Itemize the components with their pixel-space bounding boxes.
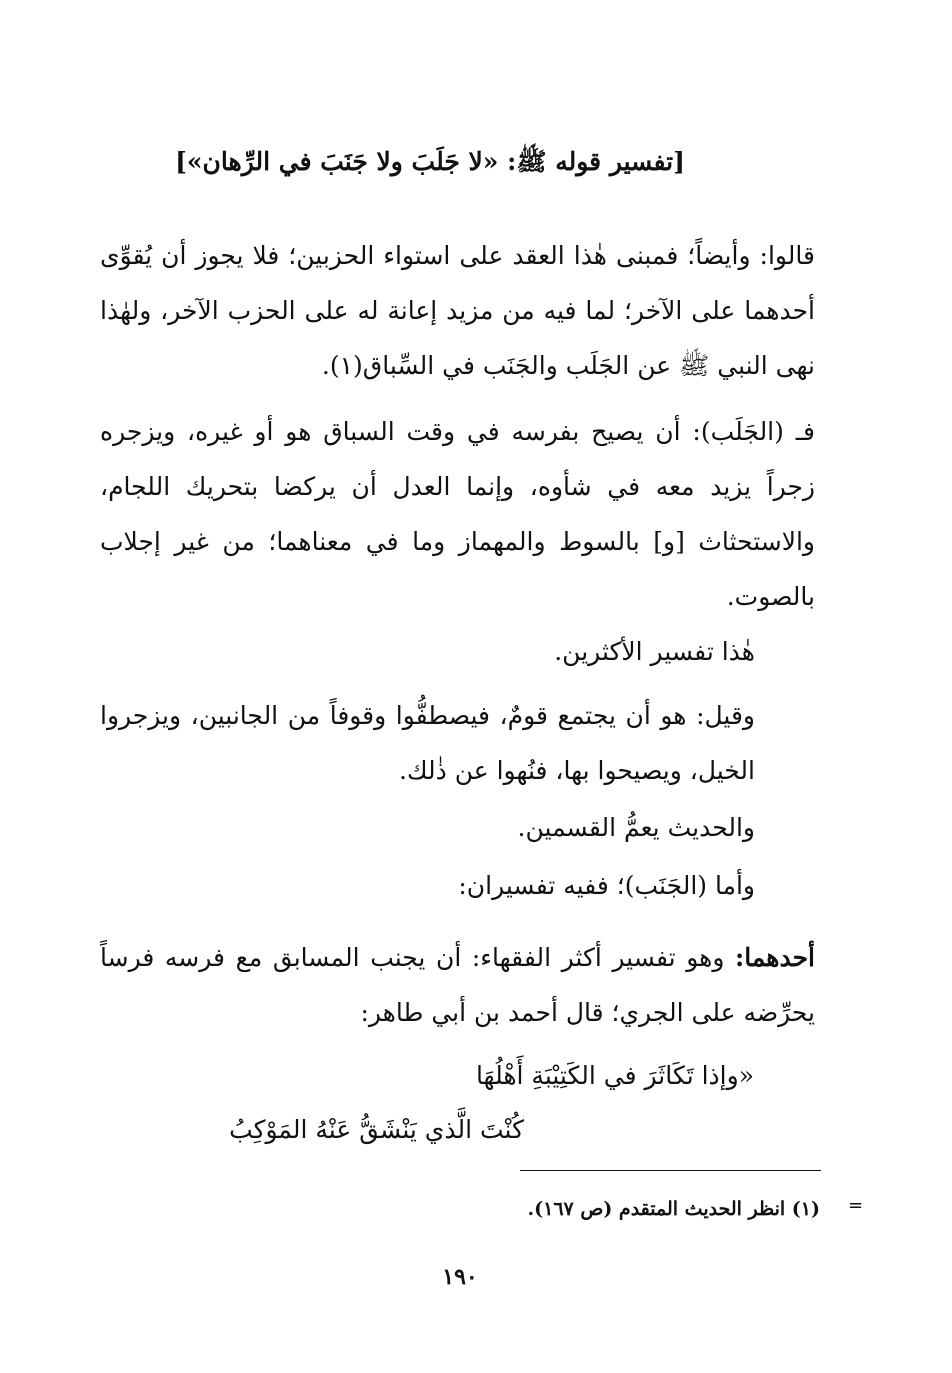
paragraph-4-text: وقيل: هو أن يجتمع قومٌ، فيصطفُّوا وقوفاً من الجانبين، ويزجروا الخيل، ويصيحوا بها، فنُهوا عن ذٰلك. xyxy=(100,701,755,785)
paragraph-5: والحديث يعمُّ القسمين. xyxy=(517,813,755,842)
paragraph-7-text: وهو تفسير أكثر الفقهاء: أن يجنب المسابق مع فرسه فرساً يحرِّضه على الجري؛ قال أحمد بن أبي طاهر: xyxy=(100,943,815,1027)
verse-line-1: «وإذا تَكَاثَرَ في الكَتِيْبَةِ أَهْلُهَا xyxy=(475,1061,754,1090)
paragraph-3: هٰذا تفسير الأكثرين. xyxy=(554,637,755,666)
margin-mark: = xyxy=(848,1195,864,1216)
paragraph-1: قالوا: وأيضاً؛ فمبنى هٰذا العقد على استواء الحزبين؛ فلا يجوز أن يُقوِّى أحدهما على الآخر؛ لما فيه من مزيد إعانة له على الحزب الآخر، ولهٰذا نهى النبي ﷺ عن الجَلَب والجَنَب في السِّباق(١). xyxy=(100,241,815,380)
paragraph-7-lead: أحدهما: xyxy=(734,943,815,972)
paragraph-4 xyxy=(100,688,755,798)
paragraph-2: فـ (الجَلَب): أن يصيح بفرسه في وقت السباق هو أو غيره، ويزجره زجراً يزيد معه في شأوه، وإنما العدل أن يركضا بتحريك اللجام، والاستحثاث [و] بالسوط والمهماز وما في معناهما؛ من غير إجلاب بالصوت. xyxy=(100,417,815,611)
section-heading: [تفسير قوله ﷺ: «لا جَلَبَ ولا جَنَبَ في الرِّهان»] xyxy=(175,147,685,176)
footnote-divider xyxy=(520,1170,821,1171)
paragraph-7 xyxy=(100,930,815,1040)
page-number: ١٩٠ xyxy=(442,1264,478,1290)
paragraph-6: وأما (الجَنَب)؛ ففيه تفسيران: xyxy=(458,871,755,900)
footnote: (١) انظر الحديث المتقدم (ص ١٦٧). xyxy=(527,1198,820,1220)
verse-line-2: كُنْتَ الَّذي يَنْشَقُّ عَنْهُ المَوْكِبُ xyxy=(229,1115,524,1144)
